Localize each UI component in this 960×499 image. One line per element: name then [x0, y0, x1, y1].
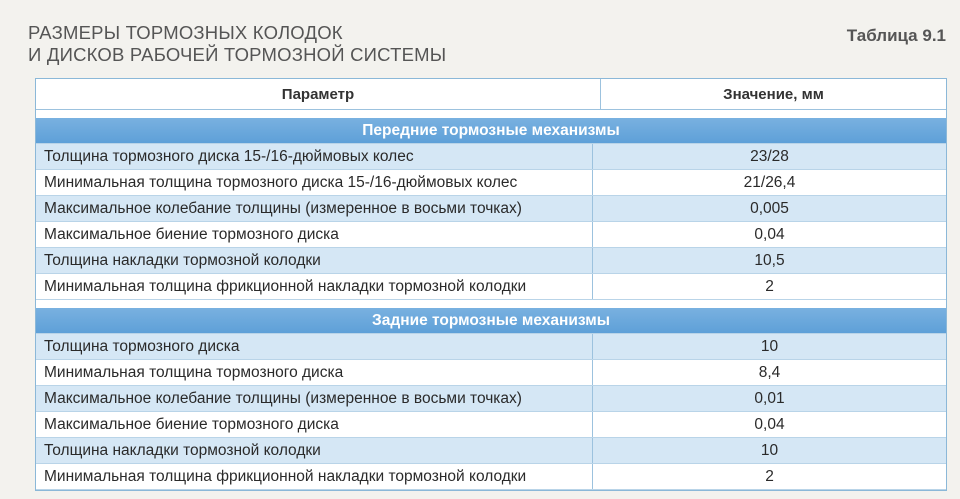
- param-cell: Толщина тормозного диска: [36, 334, 593, 359]
- spacer: [36, 110, 946, 118]
- param-cell: Толщина накладки тормозной колодки: [36, 248, 593, 273]
- value-cell: 23/28: [750, 147, 789, 165]
- table-row: [36, 360, 946, 386]
- front-rows: [36, 144, 946, 300]
- value-cell: 10,5: [754, 251, 785, 269]
- param-cell: Минимальная толщина тормозного диска: [36, 360, 593, 385]
- table-header-row: [36, 79, 946, 110]
- param-cell: Максимальное биение тормозного диска: [36, 222, 593, 247]
- param-cell: Минимальная толщина фрикционной накладки тормозной колодки: [36, 274, 593, 299]
- title-line-1: РАЗМЕРЫ ТОРМОЗНЫХ КОЛОДОК: [28, 22, 343, 43]
- table-row: [36, 386, 946, 412]
- value-cell: 0,01: [754, 389, 785, 407]
- table-number: Таблица 9.1: [846, 26, 946, 45]
- table-row: [36, 464, 946, 490]
- page-title: [28, 22, 946, 66]
- param-cell: Толщина тормозного диска 15-/16-дюймовых колес: [36, 144, 593, 169]
- table-row: [36, 274, 946, 300]
- brake-dimensions-table: [35, 78, 947, 491]
- param-cell: Максимальное биение тормозного диска: [36, 412, 593, 437]
- value-cell: 10: [760, 337, 779, 355]
- param-cell: Толщина накладки тормозной колодки: [36, 438, 593, 463]
- column-header-value: Значение, мм: [723, 85, 824, 103]
- title-line-2: И ДИСКОВ РАБОЧЕЙ ТОРМОЗНОЙ СИСТЕМЫ: [28, 44, 447, 65]
- table-row: [36, 144, 946, 170]
- value-cell: 0,04: [754, 225, 785, 243]
- table-row: [36, 438, 946, 464]
- param-cell: Минимальная толщина фрикционной накладки тормозной колодки: [36, 464, 593, 489]
- param-cell: Максимальное колебание толщины (измеренное в восьми точках): [36, 196, 593, 221]
- table-row: [36, 248, 946, 274]
- spacer: [36, 300, 946, 308]
- section-rear-title: Задние тормозные механизмы: [36, 308, 946, 334]
- value-cell: 21/26,4: [743, 173, 796, 191]
- page-header: [28, 22, 946, 72]
- rear-rows: [36, 334, 946, 490]
- value-cell: 2: [765, 277, 774, 295]
- value-cell: 0,04: [754, 415, 785, 433]
- value-cell: 2: [765, 467, 774, 485]
- value-cell: 10: [760, 441, 779, 459]
- table-row: [36, 170, 946, 196]
- table-row: [36, 222, 946, 248]
- table-row: [36, 334, 946, 360]
- param-cell: Минимальная толщина тормозного диска 15-/16-дюймовых колес: [36, 170, 593, 195]
- table-row: [36, 196, 946, 222]
- table-row: [36, 412, 946, 438]
- section-front-title: Передние тормозные механизмы: [36, 118, 946, 144]
- param-cell: Максимальное колебание толщины (измеренное в восьми точках): [36, 386, 593, 411]
- value-cell: 8,4: [758, 363, 781, 381]
- value-cell: 0,005: [750, 199, 789, 217]
- column-header-param: Параметр: [36, 79, 601, 109]
